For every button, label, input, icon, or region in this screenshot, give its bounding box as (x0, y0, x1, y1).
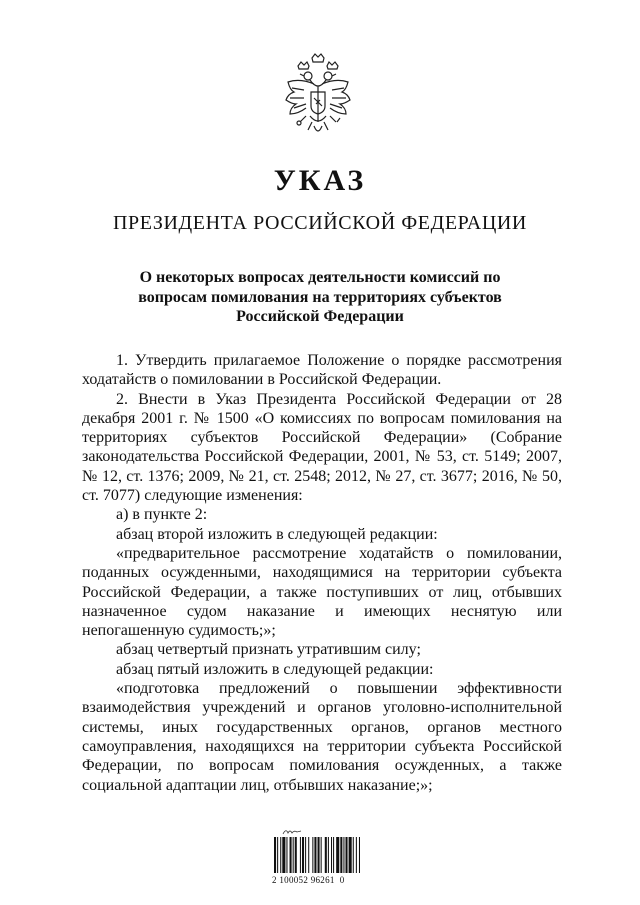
barcode-bar (300, 837, 301, 873)
barcode-bar (353, 837, 354, 873)
barcode-bar (277, 837, 278, 873)
barcode-bar (274, 837, 276, 873)
barcode-bar (305, 837, 306, 873)
barcode-bar (308, 837, 309, 873)
barcode-bar (282, 837, 285, 873)
signature-mark-icon (282, 826, 302, 836)
barcode-block (272, 826, 364, 886)
document-title: УКАЗ (273, 164, 367, 197)
document-heading: О некоторых вопросах деятельности комиссий по вопросам помилования на территориях субъектов Российской Федерации (138, 269, 502, 325)
barcode-bar (331, 837, 332, 873)
barcode-bar (280, 837, 281, 873)
barcode-bar (318, 837, 320, 873)
barcode-bar (295, 837, 297, 873)
barcode-bar (293, 837, 294, 873)
barcode-number: 2 100052 96261 0 (272, 875, 345, 885)
barcode-bar (343, 837, 344, 873)
paragraph: абзац пятый изложить в следующей редакции: (116, 660, 434, 678)
paragraph: «предварительное рассмотрение ходатайств о помиловании, поданных осужденными, находящимися на территории субъекта Российской Федерации, а также поступивших от лиц, отбывших назначенное судом наказание и имеющих неснятую или непогашенную судимость;»; (82, 544, 562, 640)
document-body (82, 351, 562, 795)
russian-coat-of-arms-icon (280, 52, 356, 142)
barcode-bar (302, 837, 304, 873)
barcode (274, 837, 360, 873)
barcode-bar (312, 837, 313, 873)
barcode-bar (328, 837, 329, 873)
barcode-bar (290, 837, 292, 873)
paragraph: 1. Утвердить прилагаемое Положение о порядке рассмотрения ходатайств о помиловании в Российской Федерации. (82, 352, 562, 389)
paragraph: «подготовка предложений о повышении эффективности взаимодействия учреждений и органов уголовно-исполнительной системы, иных государственных органов, органов местного самоуправления, находящихся на территории субъекта Российской Федерации, по вопросам помилования осужденных, а также социальной адаптации лиц, отбывших наказание;»; (82, 680, 562, 794)
barcode-bar (325, 837, 327, 873)
barcode-bar (340, 837, 342, 873)
barcode-bar (359, 837, 360, 873)
barcode-bar (321, 837, 322, 873)
barcode-bar (349, 837, 352, 873)
paragraph: абзац четвертый признать утратившим силу; (116, 641, 421, 659)
barcode-bar (286, 837, 287, 873)
barcode-bar (333, 837, 334, 873)
paragraph: а) в пункте 2: (116, 506, 208, 524)
barcode-bar (345, 837, 347, 873)
paragraph: абзац второй изложить в следующей редакции: (116, 525, 438, 543)
document-subtitle: ПРЕЗИДЕНТА РОССИЙСКОЙ ФЕДЕРАЦИИ (113, 212, 527, 234)
barcode-bar (336, 837, 339, 873)
paragraph: 2. Внести в Указ Президента Российской Федерации от 28 декабря 2001 г. № 1500 «О комиссиях по вопросам помилования на территориях субъектов Российской Федерации» (Собрание законодательства Российской Федерации, 2001, № 53, ст. 5149; 2007, № 12, ст. 1376; 2009, № 21, ст. 2548; 2012, № 27, ст. 3677; 2016, № 50, ст. 7077) следующие изменения: (82, 390, 562, 505)
barcode-bar (356, 837, 357, 873)
barcode-bar (314, 837, 316, 873)
